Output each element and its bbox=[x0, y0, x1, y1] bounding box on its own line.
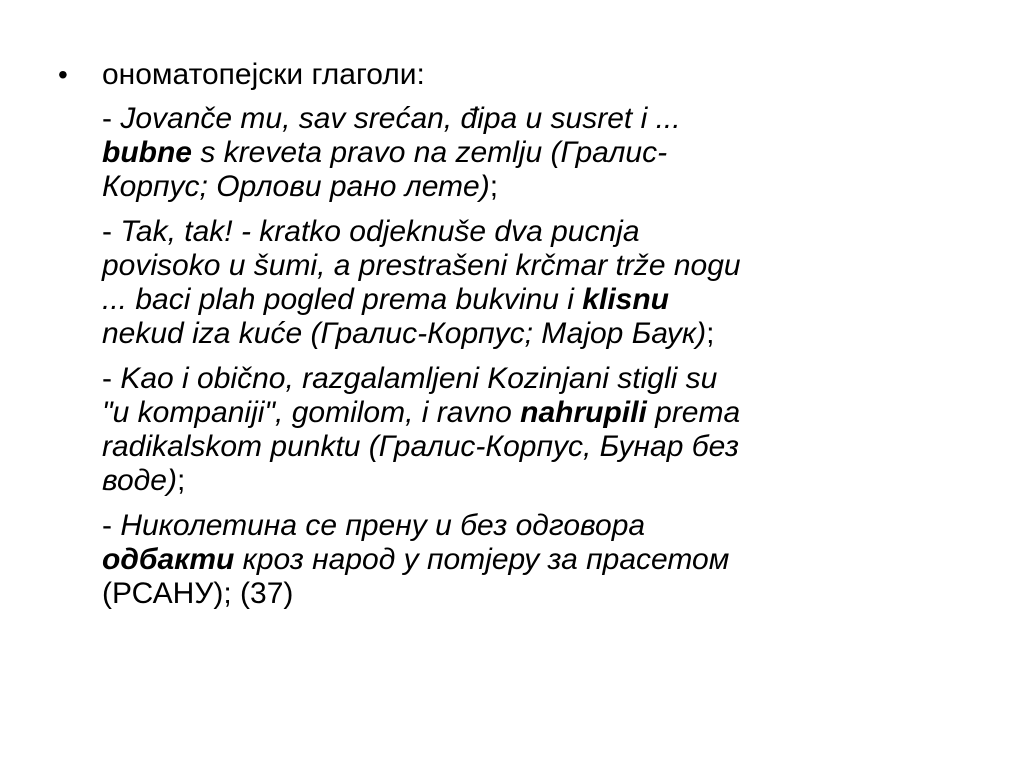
dash: - bbox=[102, 362, 121, 395]
highlighted-verb: klisnu bbox=[582, 283, 669, 316]
example-source: nekud iza kuće (Гралис-Корпус; Мајор Баук) bbox=[102, 317, 707, 350]
example-source: воде) bbox=[102, 464, 177, 497]
highlighted-verb: bubne bbox=[102, 136, 192, 169]
example-text: radikalskom punktu (Гралис-Корпус, Бунар без bbox=[102, 430, 739, 463]
example-text: ... baci plah pogled prema bukvinu i bbox=[102, 283, 583, 316]
example-text: Николетина се прену и без одговора bbox=[120, 509, 646, 542]
highlighted-verb: одбакти bbox=[102, 543, 235, 576]
dash: - bbox=[102, 215, 121, 248]
highlighted-verb: nahrupili bbox=[520, 396, 647, 429]
example-3-line-1 bbox=[102, 362, 962, 396]
example-source: Корпус; Орлови рано лете) bbox=[102, 170, 490, 203]
example-2-line-3 bbox=[102, 283, 962, 317]
semicolon: ; bbox=[489, 170, 499, 203]
example-1-line-2 bbox=[102, 136, 962, 170]
example-2 bbox=[102, 215, 962, 351]
example-3 bbox=[102, 362, 962, 498]
dash: - bbox=[102, 509, 121, 542]
example-4 bbox=[102, 509, 962, 611]
example-text: Tak, tak! - kratko odjeknuše dva pucnja bbox=[120, 215, 640, 248]
example-3-line-3 bbox=[102, 430, 962, 464]
example-text: s kreveta pravo na zemlju (Гралис- bbox=[192, 136, 668, 169]
example-text: "u kompaniji", gomilom, i ravno bbox=[102, 396, 521, 429]
example-2-line-2 bbox=[102, 249, 962, 283]
bullet-heading: ономатопејски глаголи: bbox=[102, 58, 425, 91]
bullet-icon: • bbox=[58, 59, 68, 90]
example-2-line-4 bbox=[102, 317, 962, 351]
example-text: Jovanče mu, sav srećan, đipa u susret i ... bbox=[120, 102, 681, 135]
example-3-line-2 bbox=[102, 396, 962, 430]
example-source: (РСАНУ); (37) bbox=[102, 577, 294, 610]
dash: - bbox=[102, 102, 121, 135]
example-2-line-1 bbox=[102, 215, 962, 249]
example-1 bbox=[102, 102, 962, 204]
example-1-line-3 bbox=[102, 170, 962, 204]
example-text: кроз народ у потјеру за прасетом bbox=[234, 543, 730, 576]
example-4-line-1 bbox=[102, 509, 962, 543]
example-4-line-3 bbox=[102, 577, 962, 611]
semicolon: ; bbox=[706, 317, 715, 350]
example-1-line-1 bbox=[102, 102, 962, 136]
example-4-line-2 bbox=[102, 543, 962, 577]
semicolon: ; bbox=[176, 464, 186, 497]
example-text: povisoko u šumi, a prestrašeni krčmar trže nogu bbox=[102, 249, 741, 282]
example-3-line-4 bbox=[102, 464, 962, 498]
example-text: Kao i obično, razgalamljeni Kozinjani stigli su bbox=[120, 362, 718, 395]
examples-list bbox=[102, 102, 962, 622]
example-text: prema bbox=[646, 396, 741, 429]
